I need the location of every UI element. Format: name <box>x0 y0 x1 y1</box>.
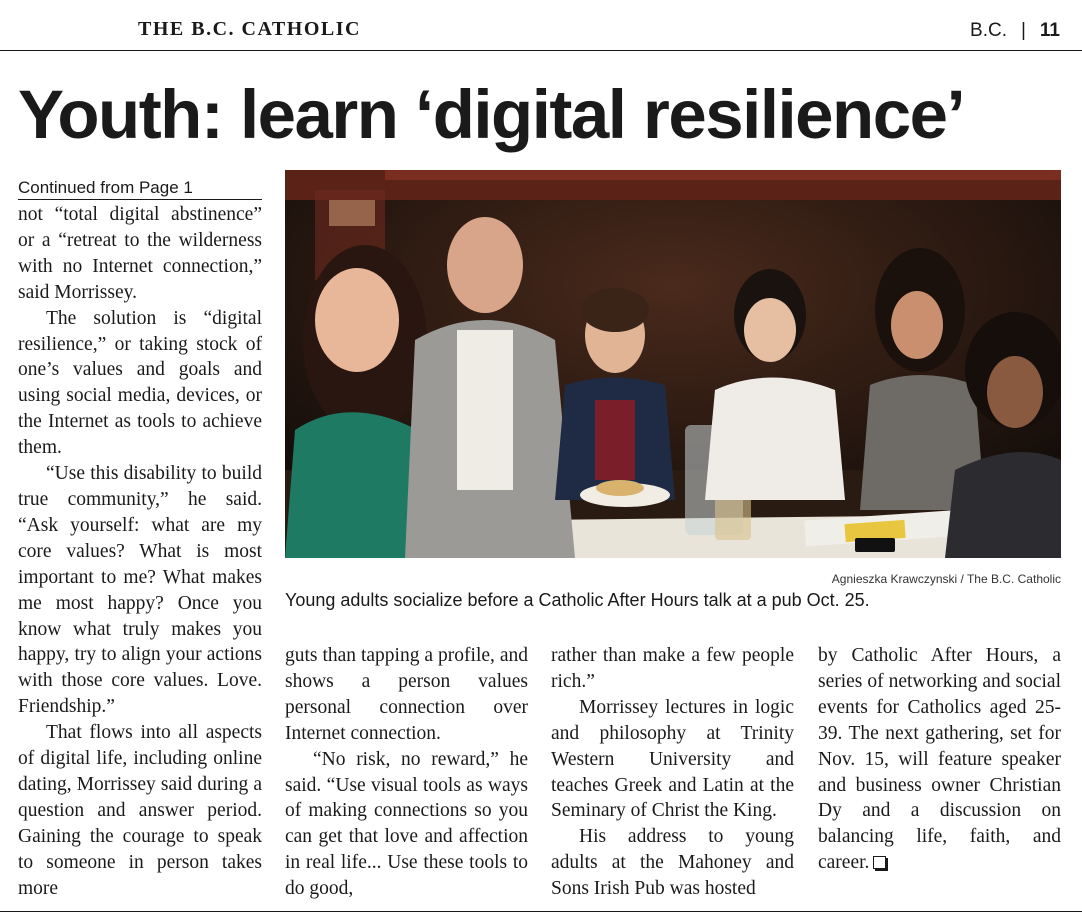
paragraph <box>818 643 1061 876</box>
article-column-2 <box>285 643 528 902</box>
paragraph: The solution is “digital resilience,” or taking stock of one’s values and goals and using social media, devices, or the Internet as tools to achieve them. <box>18 307 262 459</box>
paragraph: “No risk, no reward,” he said. “Use visual tools as ways of making connections so you can get that love and affection in real life... Use these tools to do good, <box>285 748 528 900</box>
article-photo <box>285 170 1061 558</box>
meta-separator: | <box>1020 20 1026 41</box>
continued-from-note: Continued from Page 1 <box>18 178 262 200</box>
page-number: 11 <box>1039 20 1060 41</box>
photo-caption: Young adults socialize before a Catholic After Hours talk at a pub Oct. 25. <box>285 590 870 610</box>
article-column-4 <box>818 643 1061 876</box>
pub-scene-illustration <box>285 170 1061 558</box>
paragraph: “Use this disability to build true community,” he said. “Ask yourself: what are my core values? What is most important to me? What makes me most happy? Once you know what truly makes you happy, try to align your actions with those core values. Love. Friendship.” <box>18 463 262 718</box>
page-meta <box>970 20 1060 42</box>
end-mark-icon <box>873 856 886 869</box>
masthead <box>0 0 1082 51</box>
paragraph: That flows into all aspects of digital life, including online dating, Morrissey said during a question and answer period. Gaining the courage to speak to someone in person takes more <box>18 722 262 899</box>
photo-credit: Agnieszka Krawczynski / The B.C. Catholic <box>831 572 1061 586</box>
headline: Youth: learn ‘digital resilience’ <box>18 76 965 153</box>
paragraph: Morrissey lectures in logic and philosophy at Trinity Western University and teaches Greek and Latin at the Seminary of Christ the King. <box>551 696 794 822</box>
article-column-3 <box>551 643 794 902</box>
paragraph: not “total digital abstinence” or a “retreat to the wilderness with no Internet connection,” said Morrissey. <box>18 204 262 303</box>
paragraph: His address to young adults at the Mahoney and Sons Irish Pub was hosted <box>551 826 794 900</box>
section-name: B.C. <box>970 20 1007 41</box>
paragraph: guts than tapping a profile, and shows a person values personal connection over Internet connection. <box>285 645 528 744</box>
article-column-1 <box>18 202 262 901</box>
paper-name: THE B.C. CATHOLIC <box>138 18 361 40</box>
paragraph-text: by Catholic After Hours, a series of networking and social events for Catholics aged 25-39. The next gathering, set for Nov. 15, will feature speaker and business owner Christian Dy and a discussion on balancing life, faith, and career. <box>818 645 1061 874</box>
footer-rule <box>0 911 1082 912</box>
paragraph: rather than make a few people rich.” <box>551 645 794 692</box>
